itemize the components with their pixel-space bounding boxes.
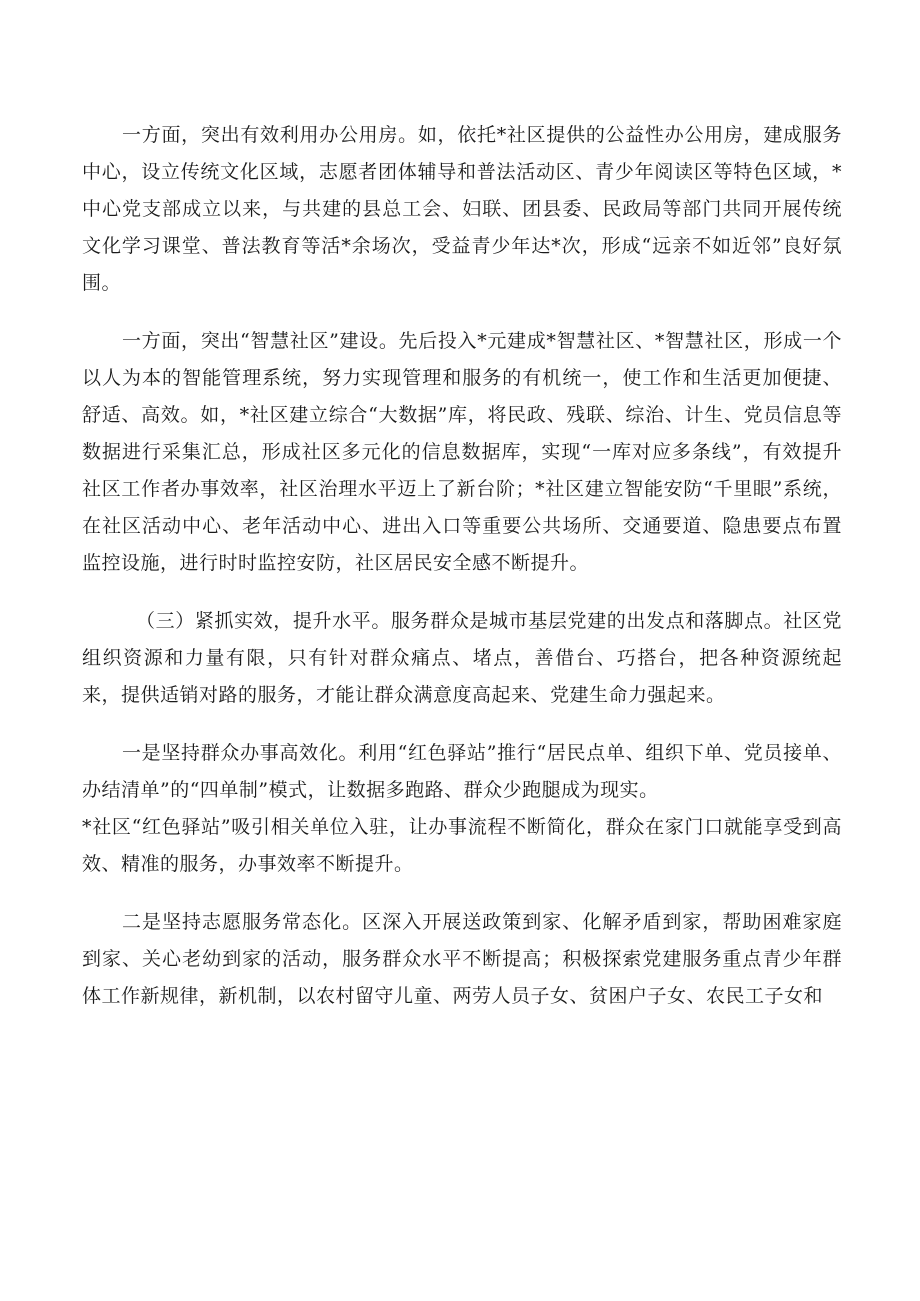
paragraph-volunteer-service: 二是坚持志愿服务常态化。区深入开展送政策到家、化解矛盾到家，帮助困难家庭到家、关心老幼到家的活动，服务群众水平不断提高；积极探索党建服务重点青少年群体工作新规律，新机制，以农村留守儿童、两劳人员子女、贫困户子女、农民工子女和 bbox=[82, 911, 842, 1007]
paragraph-section-three: （三）紧抓实效，提升水平。服务群众是城市基层党建的出发点和落脚点。社区党组织资源和力量有限，只有针对群众痛点、堵点，善借台、巧搭台，把各种资源统起来，提供适销对路的服务，才能让群众满意度高起来、党建生命力强起来。 bbox=[82, 610, 842, 706]
document-body bbox=[82, 117, 842, 1036]
paragraph-red-station: *社区“红色驿站”吸引相关单位入驻，让办事流程不断简化，群众在家门口就能享受到高效、精准的服务，办事效率不断提升。 bbox=[82, 816, 842, 875]
paragraph-smart-community: 一方面，突出“智慧社区”建设。先后投入*元建成*智慧社区、*智慧社区，形成一个以人为本的智能管理系统，努力实现管理和服务的有机统一，使工作和生活更加便捷、舒适、高效。如，*社区建立综合“大数据”库，将民政、残联、综治、计生、党员信息等数据进行采集汇总，形成社区多元化的信息数据库，实现“一库对应多条线”，有效提升社区工作者办事效率，社区治理水平迈上了新台阶；*社区建立智能安防“千里眼”系统，在社区活动中心、老年活动中心、进出入口等重要公共场所、交通要道、隐患要点布置监控设施，进行时时监控安防，社区居民安全感不断提升。 bbox=[82, 330, 842, 574]
paragraph-office-space: 一方面，突出有效利用办公用房。如，依托*社区提供的公益性办公用房，建成服务中心，设立传统文化区域，志愿者团体辅导和普法活动区、青少年阅读区等特色区域，*中心党支部成立以来，与共建的县总工会、妇联、团县委、民政局等部门共同开展传统文化学习课堂、普法教育等活*余场次，受益青少年达*次，形成“远亲不如近邻”良好氛围。 bbox=[82, 124, 842, 294]
paragraph-efficient-service: 一是坚持群众办事高效化。利用“红色驿站”推行“居民点单、组织下单、党员接单、办结清单”的“四单制”模式，让数据多跑路、群众少跑腿成为现实。 bbox=[82, 742, 842, 801]
